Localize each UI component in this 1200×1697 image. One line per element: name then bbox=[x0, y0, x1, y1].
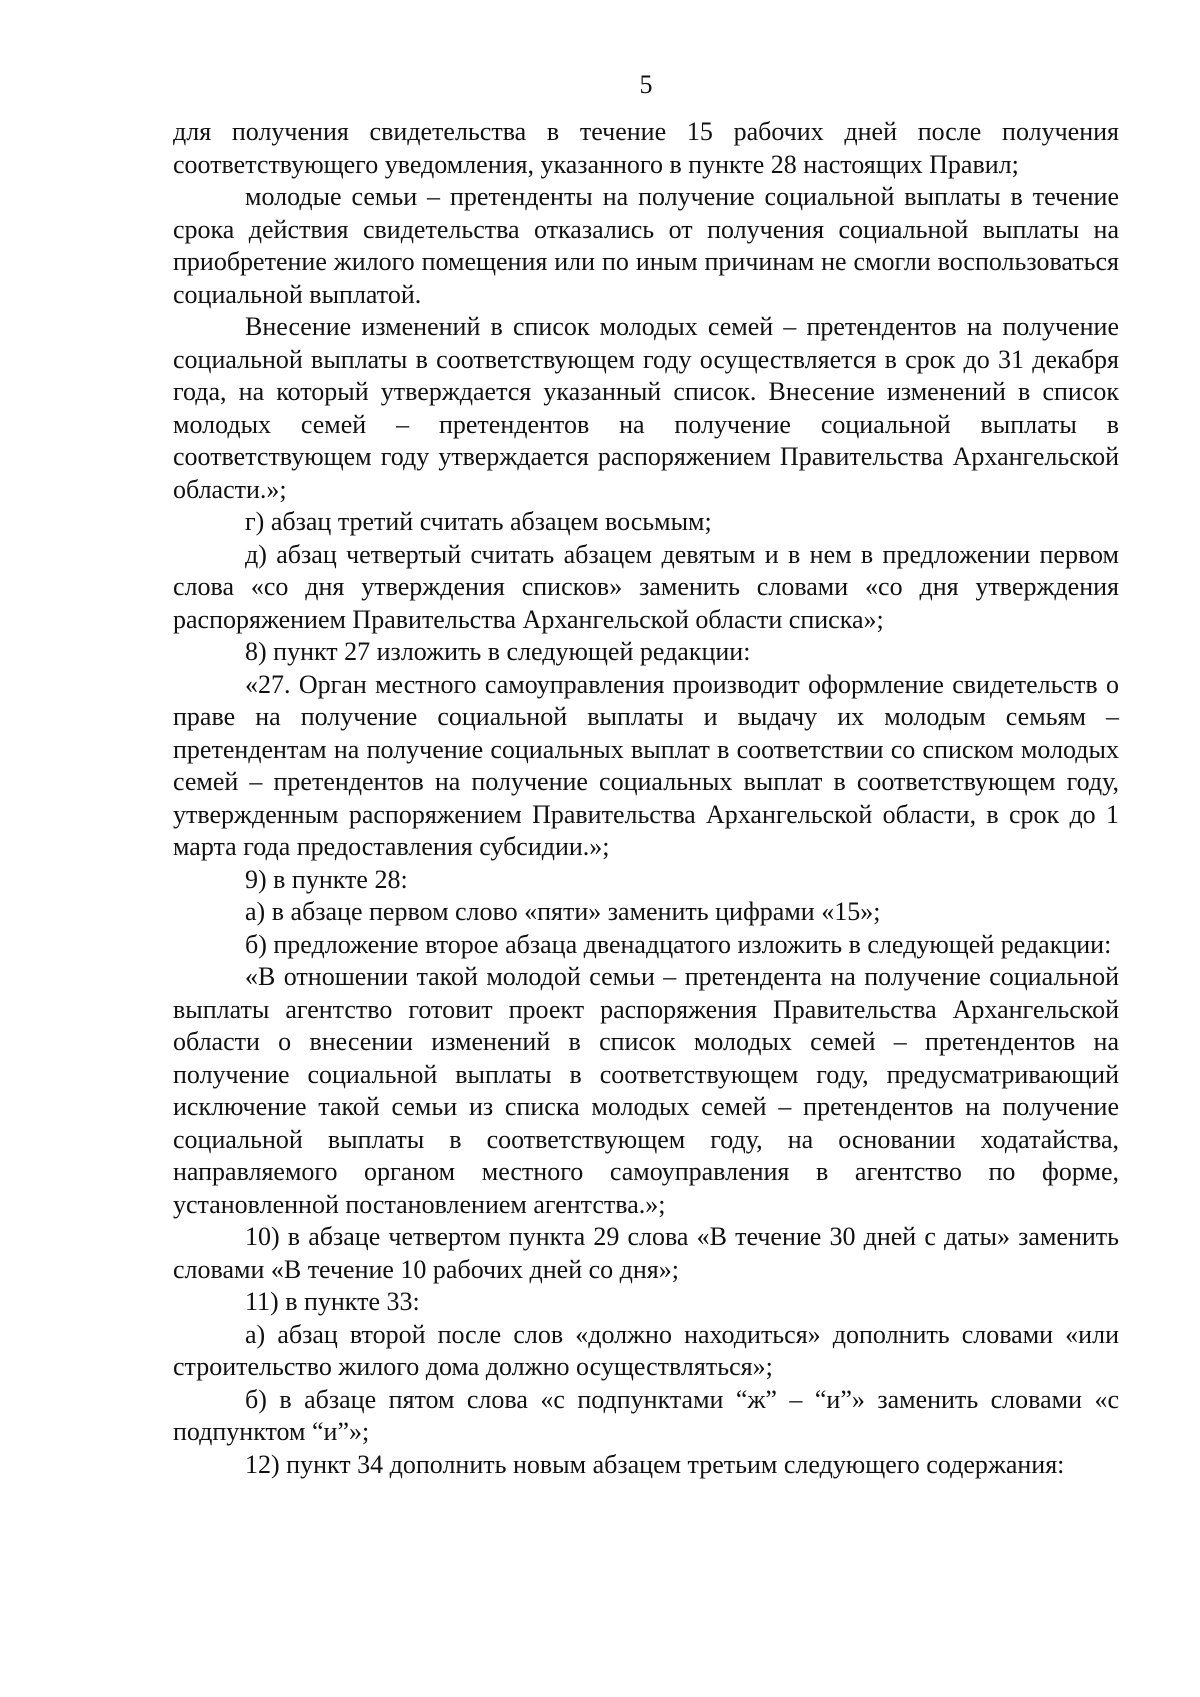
paragraph: 8) пункт 27 изложить в следующей редакции: bbox=[245, 637, 751, 666]
paragraph: 9) в пункте 28: bbox=[245, 864, 408, 894]
document-page bbox=[173, 0, 1119, 1697]
paragraph: 11) в пункте 33: bbox=[245, 1287, 420, 1316]
paragraph: 12) пункт 34 дополнить новым абзацем третьим следующего содержания: bbox=[245, 1449, 1065, 1479]
page-number: 5 bbox=[639, 70, 653, 99]
paragraph: б) предложение второе абзаца двенадцатого изложить в следующей редакции: bbox=[245, 929, 1112, 959]
paragraph: г) абзац третий считать абзацем восьмым; bbox=[245, 507, 712, 536]
paragraph: «В отношении такой молодой семьи – претендента на получение социальной выплаты агентство готовит проект распоряжения Правительства Архангельской области о внесении изменений в список молодых семей – претендентов на получение социальной выплаты в соответствующем году, предусматривающий исключение такой семьи из списка молодых семей – претендентов на получение социальной выплаты в соответствующем году, на основании ходатайства, направляемого органом местного самоуправления в агентство по форме, установленной постановлением агентства.»; bbox=[173, 962, 1119, 1219]
paragraph: а) абзац второй после слов «должно находиться» дополнить словами «или строительство жилого дома должно осуществляться»; bbox=[173, 1319, 1119, 1381]
document-body bbox=[173, 116, 1119, 1481]
paragraph: для получения свидетельства в течение 15 рабочих дней после получения соответствующего уведомления, указанного в пункте 28 настоящих Правил; bbox=[173, 117, 1119, 179]
paragraph: молодые семьи – претенденты на получение социальной выплаты в течение срока действия свидетельства отказались от получения социальной выплаты на приобретение жилого помещения или по иным причинам не смогли воспользоваться социальной выплатой. bbox=[173, 182, 1119, 309]
paragraph: «27. Орган местного самоуправления производит оформление свидетельств о праве на получение социальной выплаты и выдачу их молодым семьям – претендентам на получение социальных выплат в соответствии со списком молодых семей – претендентов на получение социальных выплат в соответствующем году, утвержденным распоряжением Правительства Архангельской области, в срок до 1 марта года предоставления субсидии.»; bbox=[173, 669, 1119, 861]
paragraph: д) абзац четвертый считать абзацем девятым и в нем в предложении первом слова «со дня утверждения списков» заменить словами «со дня утверждения распоряжением Правительства Архангельской области списка»; bbox=[173, 539, 1119, 634]
paragraph: 10) в абзаце четвертом пункта 29 слова «В течение 30 дней с даты» заменить словами «В течение 10 рабочих дней со дня»; bbox=[173, 1222, 1119, 1284]
paragraph: Внесение изменений в список молодых семей – претендентов на получение социальной выплаты в соответствующем году осуществляется в срок до 31 декабря года, на который утверждается указанный список. Внесение изменений в список молодых семей – претендентов на получение социальной выплаты в соответствующем году утверждается распоряжением Правительства Архангельской области.»; bbox=[173, 312, 1119, 504]
paragraph: б) в абзаце пятом слова «с подпунктами “ж” – “и”» заменить словами «с подпунктом “и”»; bbox=[173, 1384, 1119, 1446]
paragraph: а) в абзаце первом слово «пяти» заменить цифрами «15»; bbox=[245, 897, 881, 926]
